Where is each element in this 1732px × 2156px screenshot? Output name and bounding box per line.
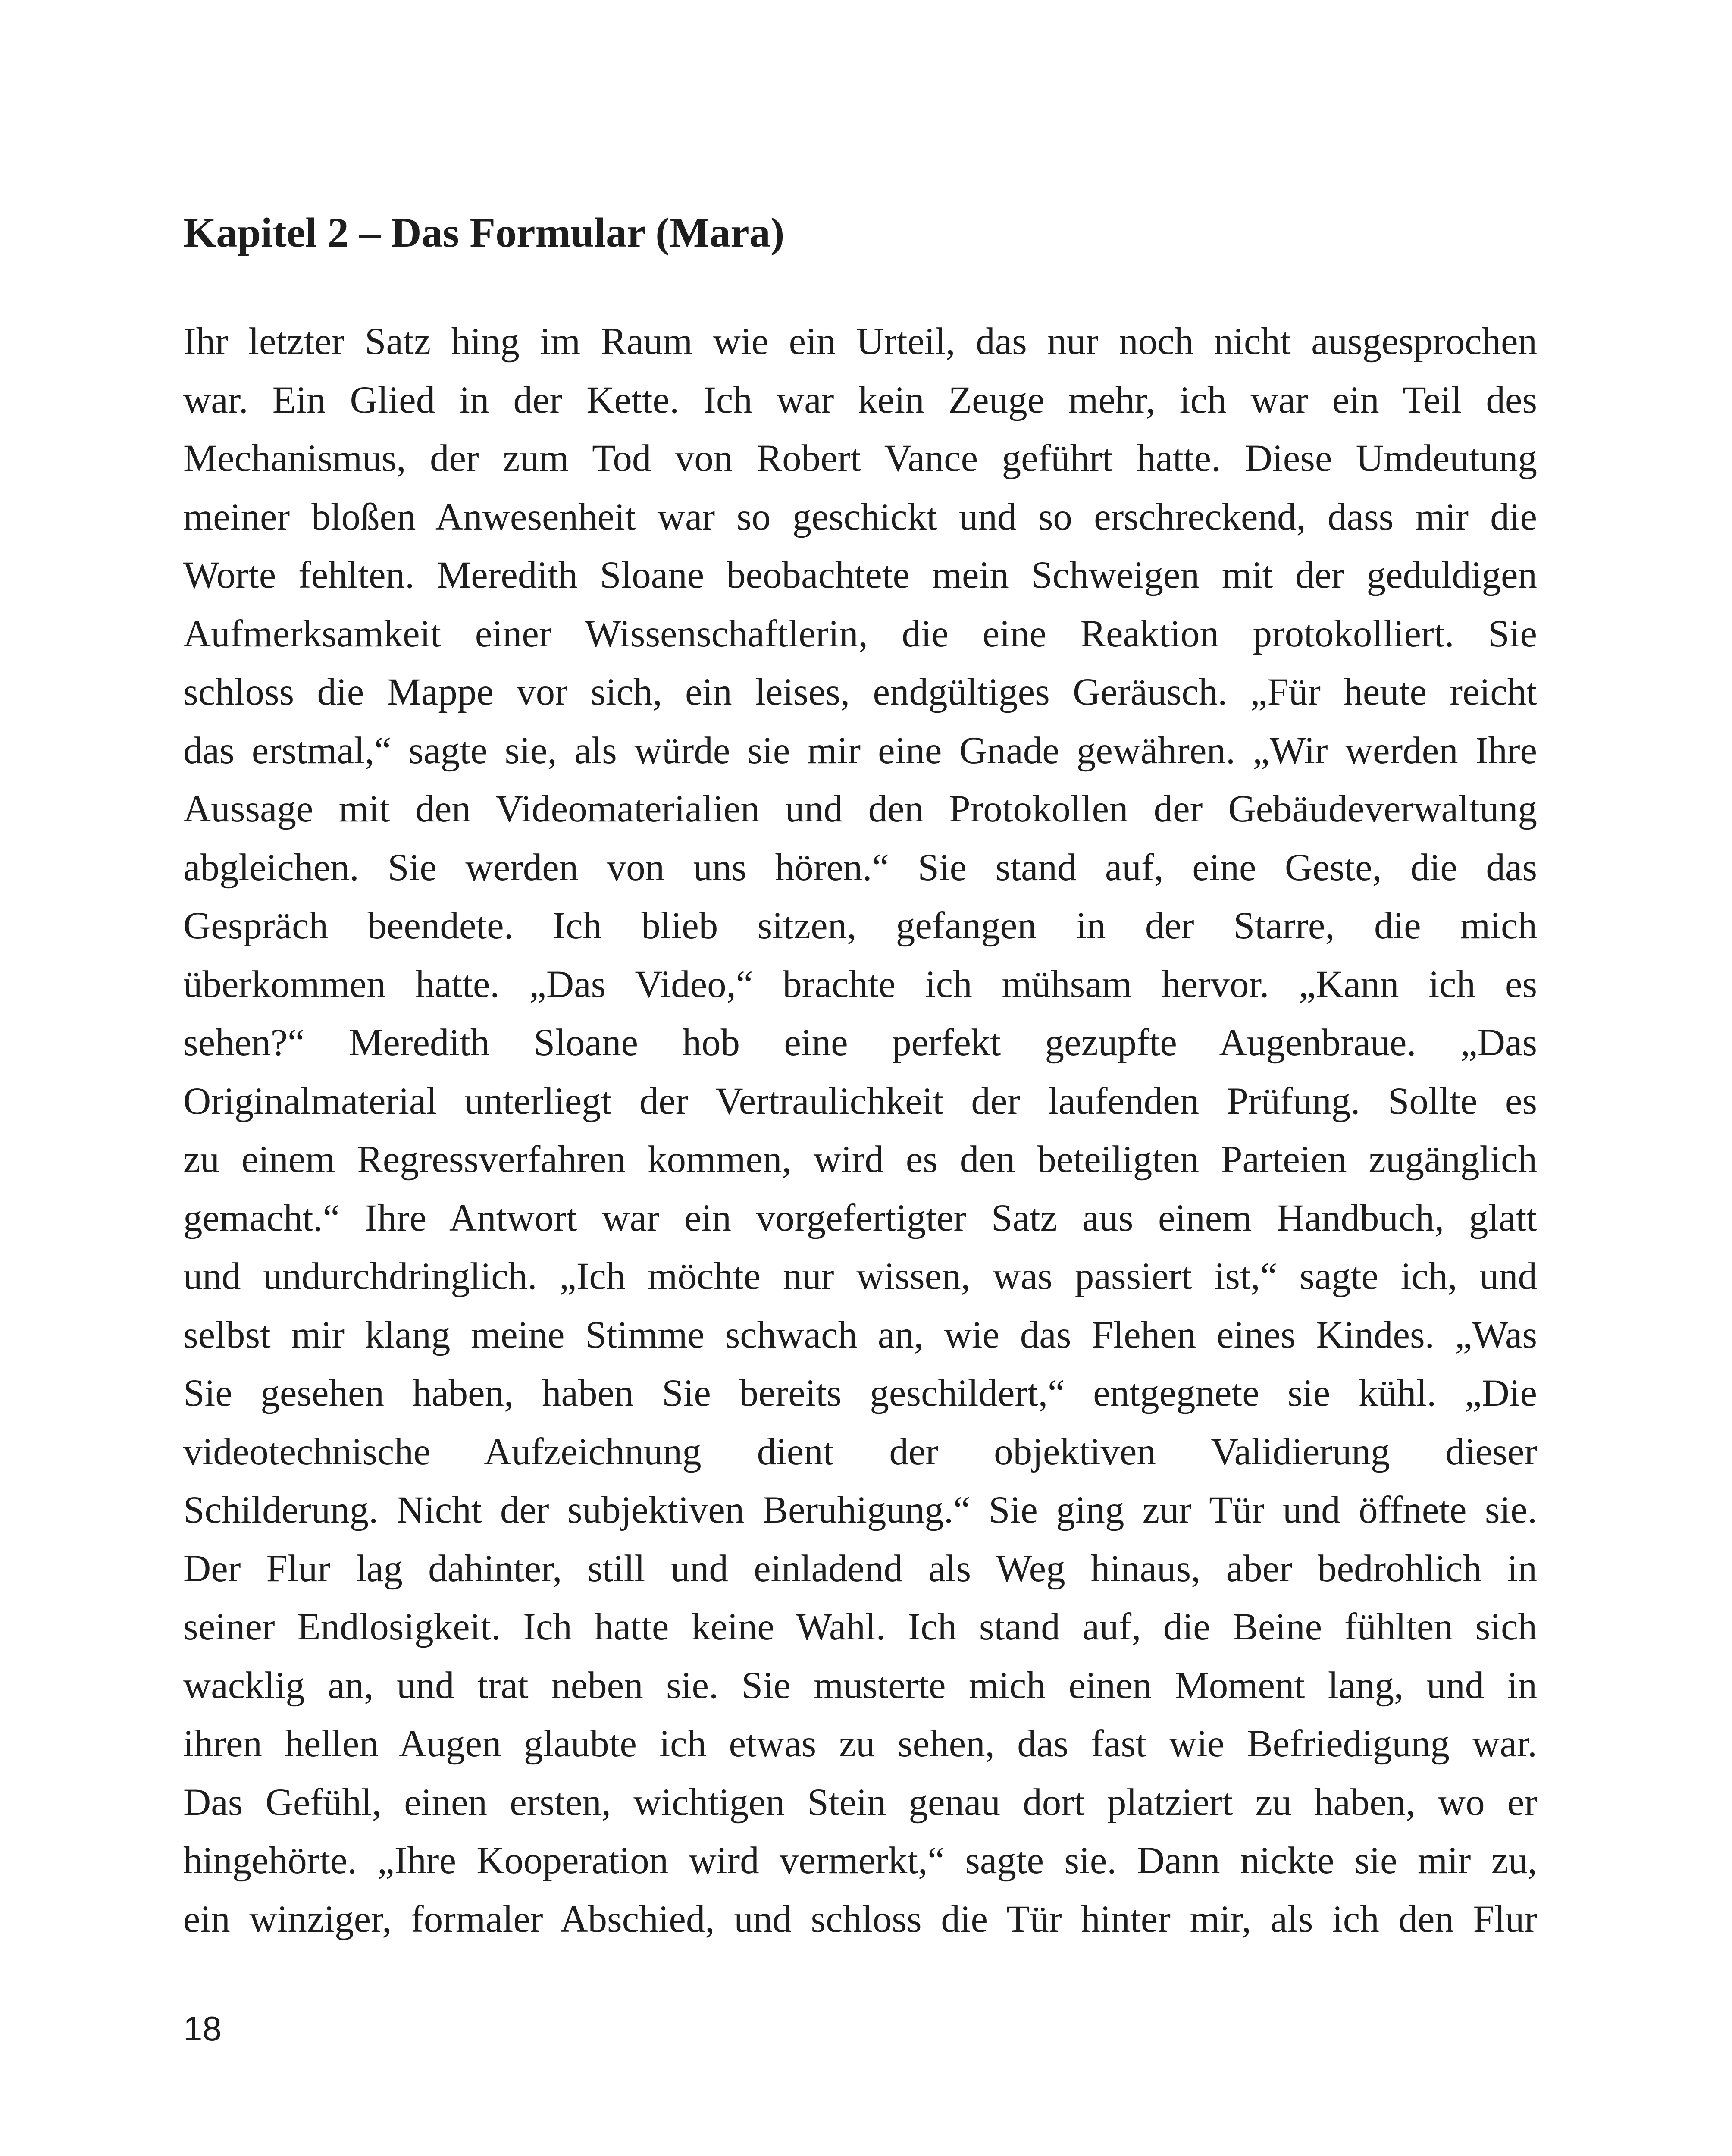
text-line: überkommen hatte. „Das Video,“ brachte ich mühsam hervor. „Kann ich es — [183, 963, 1537, 1006]
text-line: Schilderung. Nicht der subjektiven Beruhigung.“ Sie ging zur Tür und öffnete sie. — [183, 1489, 1537, 1531]
text-line: Mechanismus, der zum Tod von Robert Vance geführt hatte. Diese Umdeutung — [183, 437, 1537, 479]
text-line: ihren hellen Augen glaubte ich etwas zu sehen, das fast wie Befriedigung war. — [183, 1723, 1537, 1765]
chapter-title: Kapitel 2 – Das Formular (Mara) — [183, 210, 785, 256]
text-line: ein winziger, formaler Abschied, und schloss die Tür hinter mir, als ich den Flur — [183, 1898, 1537, 1940]
text-line: wacklig an, und trat neben sie. Sie musterte mich einen Moment lang, und in — [183, 1664, 1537, 1707]
text-line: Worte fehlten. Meredith Sloane beobachtete mein Schweigen mit der geduldigen — [183, 554, 1537, 596]
page-number: 18 — [183, 2009, 222, 2048]
text-line: meiner bloßen Anwesenheit war so geschickt und so erschreckend, dass mir die — [183, 495, 1537, 538]
text-line: seiner Endlosigkeit. Ich hatte keine Wahl. Ich stand auf, die Beine fühlten sich — [183, 1606, 1537, 1648]
text-line: Ihr letzter Satz hing im Raum wie ein Urteil, das nur noch nicht ausgesprochen — [183, 320, 1537, 363]
text-line: schloss die Mappe vor sich, ein leises, endgültiges Geräusch. „Für heute reicht — [183, 671, 1537, 713]
text-line: videotechnische Aufzeichnung dient der objektiven Validierung dieser — [183, 1430, 1537, 1473]
chapter-body-text — [183, 313, 1537, 1949]
text-line: Das Gefühl, einen ersten, wichtigen Stein genau dort platziert zu haben, wo er — [183, 1781, 1537, 1824]
text-line: hingehörte. „Ihre Kooperation wird vermerkt,“ sagte sie. Dann nickte sie mir zu, — [183, 1839, 1537, 1882]
text-line: das erstmal,“ sagte sie, als würde sie mir eine Gnade gewähren. „Wir werden Ihre — [183, 729, 1537, 772]
text-line: Der Flur lag dahinter, still und einladend als Weg hinaus, aber bedrohlich in — [183, 1547, 1537, 1590]
text-line: abgleichen. Sie werden von uns hören.“ Sie stand auf, eine Geste, die das — [183, 846, 1537, 889]
text-line: sehen?“ Meredith Sloane hob eine perfekt gezupfte Augenbraue. „Das — [183, 1022, 1537, 1064]
text-line: zu einem Regressverfahren kommen, wird es den beteiligten Parteien zugänglich — [183, 1138, 1537, 1181]
text-line: Aussage mit den Videomaterialien und den Protokollen der Gebäudeverwaltung — [183, 788, 1537, 830]
text-line: und undurchdringlich. „Ich möchte nur wissen, was passiert ist,“ sagte ich, und — [183, 1255, 1537, 1297]
text-line: gemacht.“ Ihre Antwort war ein vorgefertigter Satz aus einem Handbuch, glatt — [183, 1197, 1537, 1239]
text-line: Sie gesehen haben, haben Sie bereits geschildert,“ entgegnete sie kühl. „Die — [183, 1372, 1537, 1414]
text-line: Gespräch beendete. Ich blieb sitzen, gefangen in der Starre, die mich — [183, 905, 1537, 947]
text-line: Originalmaterial unterliegt der Vertraulichkeit der laufenden Prüfung. Sollte es — [183, 1080, 1537, 1122]
text-line: selbst mir klang meine Stimme schwach an, wie das Flehen eines Kindes. „Was — [183, 1313, 1537, 1356]
text-line: Aufmerksamkeit einer Wissenschaftlerin, die eine Reaktion protokolliert. Sie — [183, 612, 1537, 655]
text-line: war. Ein Glied in der Kette. Ich war kein Zeuge mehr, ich war ein Teil des — [183, 379, 1537, 421]
